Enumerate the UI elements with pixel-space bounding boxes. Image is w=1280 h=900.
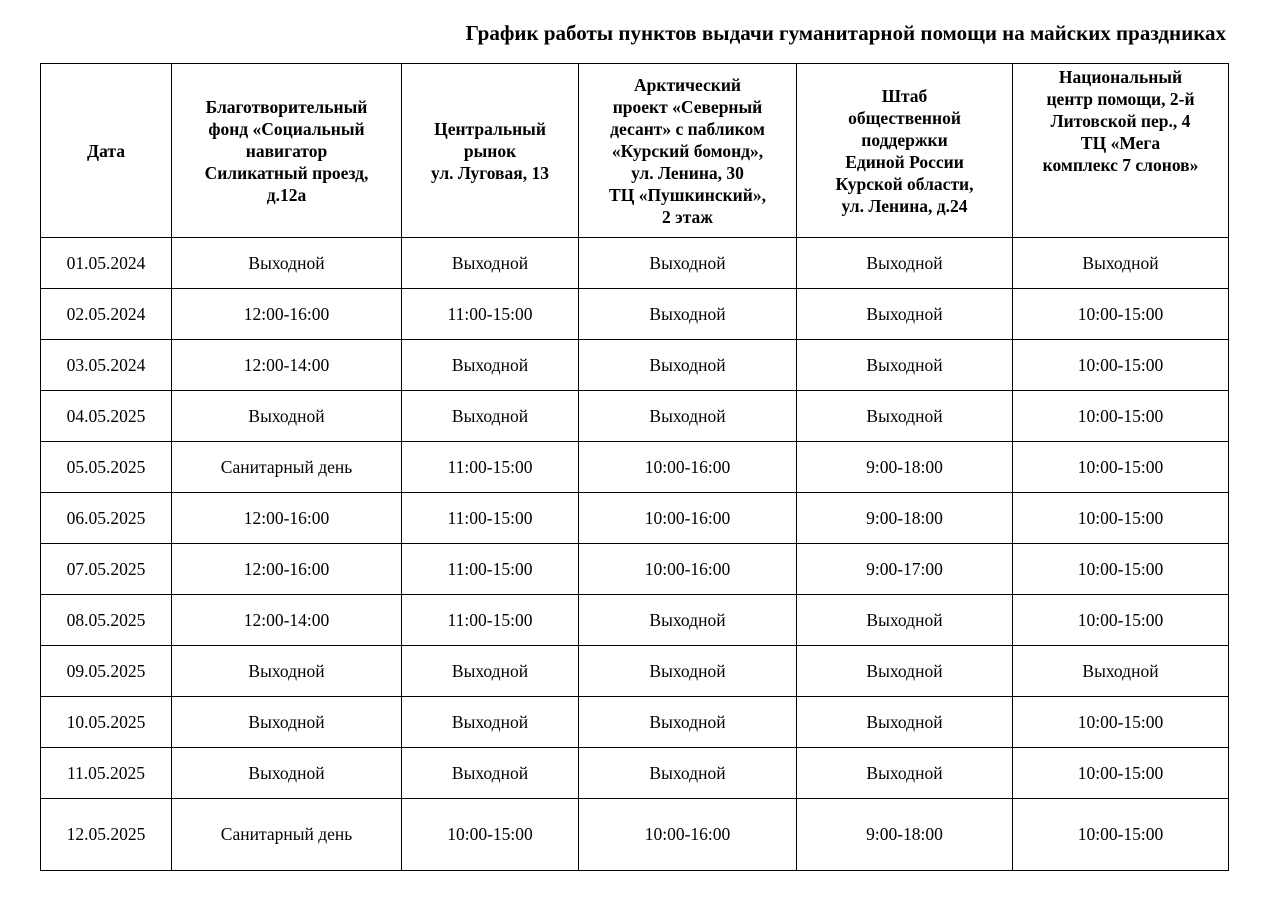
cell-hq: Выходной bbox=[797, 391, 1013, 442]
cell-hq: Выходной bbox=[797, 238, 1013, 289]
cell-fund: Санитарный день bbox=[172, 442, 402, 493]
table-row bbox=[41, 799, 1229, 871]
cell-hq: Выходной bbox=[797, 697, 1013, 748]
cell-date: 07.05.2025 bbox=[41, 544, 172, 595]
cell-date: 08.05.2025 bbox=[41, 595, 172, 646]
cell-arctic: 10:00-16:00 bbox=[579, 544, 797, 595]
cell-date: 10.05.2025 bbox=[41, 697, 172, 748]
table-row bbox=[41, 748, 1229, 799]
cell-national: Выходной bbox=[1013, 646, 1229, 697]
header-row bbox=[41, 64, 1229, 238]
cell-national: 10:00-15:00 bbox=[1013, 442, 1229, 493]
cell-market: 11:00-15:00 bbox=[402, 544, 579, 595]
cell-fund: 12:00-16:00 bbox=[172, 493, 402, 544]
cell-date: 05.05.2025 bbox=[41, 442, 172, 493]
table-row bbox=[41, 442, 1229, 493]
cell-national: 10:00-15:00 bbox=[1013, 595, 1229, 646]
header-market: Центральный рынок ул. Луговая, 13 bbox=[402, 64, 579, 238]
cell-arctic: 10:00-16:00 bbox=[579, 442, 797, 493]
cell-market: 11:00-15:00 bbox=[402, 595, 579, 646]
cell-hq: Выходной bbox=[797, 289, 1013, 340]
cell-fund: 12:00-14:00 bbox=[172, 340, 402, 391]
header-hq: Штаб общественной поддержки Единой России Курской области, ул. Ленина, д.24 bbox=[797, 64, 1013, 238]
table-row bbox=[41, 595, 1229, 646]
cell-date: 02.05.2024 bbox=[41, 289, 172, 340]
table-row bbox=[41, 697, 1229, 748]
cell-arctic: 10:00-16:00 bbox=[579, 799, 797, 871]
cell-date: 06.05.2025 bbox=[41, 493, 172, 544]
cell-hq: Выходной bbox=[797, 748, 1013, 799]
cell-arctic: Выходной bbox=[579, 391, 797, 442]
cell-fund: Выходной bbox=[172, 646, 402, 697]
cell-fund: 12:00-16:00 bbox=[172, 289, 402, 340]
cell-market: Выходной bbox=[402, 238, 579, 289]
cell-hq: 9:00-18:00 bbox=[797, 493, 1013, 544]
cell-fund: 12:00-14:00 bbox=[172, 595, 402, 646]
cell-national: 10:00-15:00 bbox=[1013, 289, 1229, 340]
cell-market: 11:00-15:00 bbox=[402, 442, 579, 493]
cell-national: 10:00-15:00 bbox=[1013, 748, 1229, 799]
cell-market: 11:00-15:00 bbox=[402, 289, 579, 340]
table-row bbox=[41, 289, 1229, 340]
document-title: График работы пунктов выдачи гуманитарной помощи на майских праздниках bbox=[465, 21, 1226, 45]
table-row bbox=[41, 493, 1229, 544]
cell-market: Выходной bbox=[402, 391, 579, 442]
cell-hq: 9:00-18:00 bbox=[797, 799, 1013, 871]
header-date: Дата bbox=[41, 64, 172, 238]
cell-national: 10:00-15:00 bbox=[1013, 544, 1229, 595]
cell-national: 10:00-15:00 bbox=[1013, 493, 1229, 544]
cell-national: Выходной bbox=[1013, 238, 1229, 289]
cell-national: 10:00-15:00 bbox=[1013, 340, 1229, 391]
header-arctic: Арктический проект «Северный десант» с пабликом «Курский бомонд», ул. Ленина, 30 ТЦ «Пушкинский», 2 этаж bbox=[579, 64, 797, 238]
cell-arctic: Выходной bbox=[579, 238, 797, 289]
cell-hq: 9:00-17:00 bbox=[797, 544, 1013, 595]
cell-fund: Выходной bbox=[172, 391, 402, 442]
cell-date: 01.05.2024 bbox=[41, 238, 172, 289]
cell-hq: Выходной bbox=[797, 646, 1013, 697]
cell-arctic: Выходной bbox=[579, 340, 797, 391]
cell-fund: Выходной bbox=[172, 748, 402, 799]
cell-date: 04.05.2025 bbox=[41, 391, 172, 442]
cell-market: Выходной bbox=[402, 340, 579, 391]
cell-market: 11:00-15:00 bbox=[402, 493, 579, 544]
cell-date: 03.05.2024 bbox=[41, 340, 172, 391]
table-row bbox=[41, 544, 1229, 595]
cell-national: 10:00-15:00 bbox=[1013, 799, 1229, 871]
cell-arctic: Выходной bbox=[579, 646, 797, 697]
cell-arctic: Выходной bbox=[579, 748, 797, 799]
table-row bbox=[41, 238, 1229, 289]
cell-date: 12.05.2025 bbox=[41, 799, 172, 871]
cell-national: 10:00-15:00 bbox=[1013, 391, 1229, 442]
header-national: Национальный центр помощи, 2-й Литовской пер., 4 ТЦ «Мега комплекс 7 слонов» bbox=[1013, 64, 1229, 238]
cell-fund: 12:00-16:00 bbox=[172, 544, 402, 595]
cell-fund: Выходной bbox=[172, 238, 402, 289]
table-row bbox=[41, 646, 1229, 697]
cell-national: 10:00-15:00 bbox=[1013, 697, 1229, 748]
header-fund: Благотворительный фонд «Социальный навигатор Силикатный проезд, д.12а bbox=[172, 64, 402, 238]
cell-arctic: Выходной bbox=[579, 289, 797, 340]
cell-date: 09.05.2025 bbox=[41, 646, 172, 697]
cell-arctic: Выходной bbox=[579, 697, 797, 748]
cell-fund: Выходной bbox=[172, 697, 402, 748]
cell-market: 10:00-15:00 bbox=[402, 799, 579, 871]
schedule-table bbox=[40, 63, 1229, 871]
cell-hq: 9:00-18:00 bbox=[797, 442, 1013, 493]
cell-arctic: Выходной bbox=[579, 595, 797, 646]
cell-fund: Санитарный день bbox=[172, 799, 402, 871]
table-row bbox=[41, 340, 1229, 391]
cell-date: 11.05.2025 bbox=[41, 748, 172, 799]
table-row bbox=[41, 391, 1229, 442]
cell-arctic: 10:00-16:00 bbox=[579, 493, 797, 544]
cell-market: Выходной bbox=[402, 646, 579, 697]
cell-hq: Выходной bbox=[797, 595, 1013, 646]
cell-hq: Выходной bbox=[797, 340, 1013, 391]
cell-market: Выходной bbox=[402, 748, 579, 799]
cell-market: Выходной bbox=[402, 697, 579, 748]
